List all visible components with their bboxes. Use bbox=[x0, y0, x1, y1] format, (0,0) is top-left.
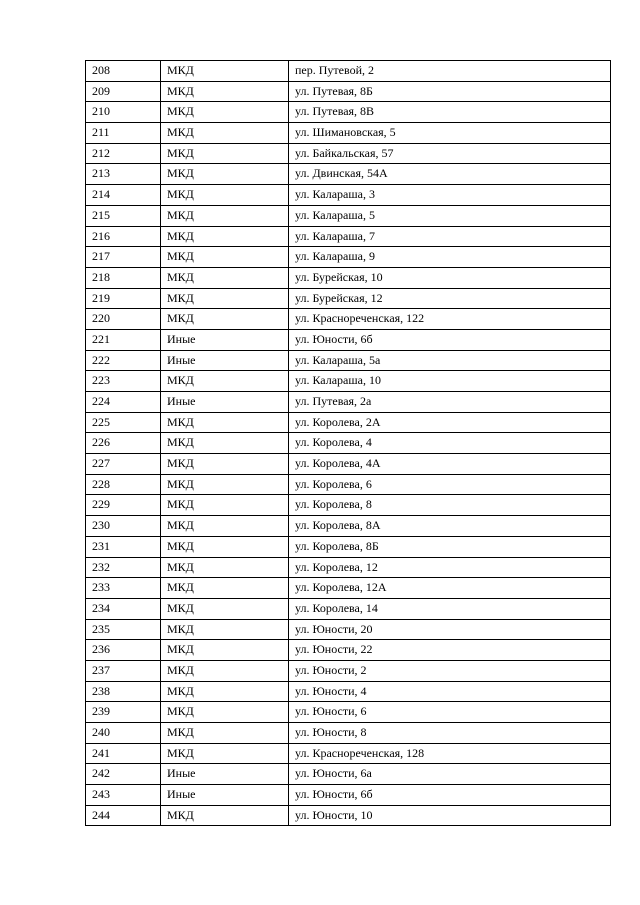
row-number-cell: 220 bbox=[86, 309, 161, 330]
object-type-cell: МКД bbox=[161, 495, 289, 516]
address-cell: ул. Королева, 4А bbox=[289, 454, 611, 475]
object-type-cell: МКД bbox=[161, 371, 289, 392]
object-type-cell: МКД bbox=[161, 660, 289, 681]
row-number-cell: 241 bbox=[86, 743, 161, 764]
object-type-cell: МКД bbox=[161, 702, 289, 723]
address-cell: ул. Калараша, 5а bbox=[289, 350, 611, 371]
table-row bbox=[86, 81, 611, 102]
row-number-cell: 244 bbox=[86, 805, 161, 826]
address-cell: ул. Королева, 14 bbox=[289, 598, 611, 619]
row-number-cell: 209 bbox=[86, 81, 161, 102]
address-cell: ул. Калараша, 10 bbox=[289, 371, 611, 392]
row-number-cell: 218 bbox=[86, 267, 161, 288]
object-type-cell: МКД bbox=[161, 516, 289, 537]
address-cell: ул. Калараша, 5 bbox=[289, 205, 611, 226]
row-number-cell: 234 bbox=[86, 598, 161, 619]
table-row bbox=[86, 412, 611, 433]
table-row bbox=[86, 516, 611, 537]
object-type-cell: МКД bbox=[161, 598, 289, 619]
object-type-cell: МКД bbox=[161, 81, 289, 102]
address-cell: ул. Юности, 22 bbox=[289, 640, 611, 661]
object-type-cell: МКД bbox=[161, 743, 289, 764]
row-number-cell: 233 bbox=[86, 578, 161, 599]
row-number-cell: 222 bbox=[86, 350, 161, 371]
object-type-cell: МКД bbox=[161, 102, 289, 123]
table-row bbox=[86, 578, 611, 599]
row-number-cell: 230 bbox=[86, 516, 161, 537]
address-cell: ул. Юности, 8 bbox=[289, 723, 611, 744]
object-type-cell: МКД bbox=[161, 474, 289, 495]
address-cell: ул. Шимановская, 5 bbox=[289, 123, 611, 144]
table-row bbox=[86, 185, 611, 206]
table-row bbox=[86, 557, 611, 578]
table-row bbox=[86, 123, 611, 144]
address-cell: ул. Королева, 8А bbox=[289, 516, 611, 537]
row-number-cell: 228 bbox=[86, 474, 161, 495]
object-type-cell: МКД bbox=[161, 123, 289, 144]
address-cell: ул. Королева, 8 bbox=[289, 495, 611, 516]
row-number-cell: 221 bbox=[86, 329, 161, 350]
address-cell: ул. Двинская, 54А bbox=[289, 164, 611, 185]
address-cell: ул. Королева, 2А bbox=[289, 412, 611, 433]
table-row bbox=[86, 536, 611, 557]
address-cell: ул. Юности, 6а bbox=[289, 764, 611, 785]
row-number-cell: 225 bbox=[86, 412, 161, 433]
object-type-cell: МКД bbox=[161, 619, 289, 640]
object-type-cell: МКД bbox=[161, 805, 289, 826]
object-type-cell: МКД bbox=[161, 288, 289, 309]
address-cell: ул. Бурейская, 10 bbox=[289, 267, 611, 288]
row-number-cell: 214 bbox=[86, 185, 161, 206]
address-cell: ул. Путевая, 8Б bbox=[289, 81, 611, 102]
address-cell: ул. Королева, 4 bbox=[289, 433, 611, 454]
address-registry-table bbox=[85, 60, 611, 826]
table-row bbox=[86, 143, 611, 164]
address-cell: ул. Путевая, 8В bbox=[289, 102, 611, 123]
row-number-cell: 217 bbox=[86, 247, 161, 268]
address-cell: ул. Бурейская, 12 bbox=[289, 288, 611, 309]
table-row bbox=[86, 598, 611, 619]
address-cell: ул. Байкальская, 57 bbox=[289, 143, 611, 164]
object-type-cell: МКД bbox=[161, 557, 289, 578]
table-row bbox=[86, 329, 611, 350]
address-cell: ул. Краснореченская, 128 bbox=[289, 743, 611, 764]
table-row bbox=[86, 350, 611, 371]
table-row bbox=[86, 723, 611, 744]
table-row bbox=[86, 247, 611, 268]
row-number-cell: 212 bbox=[86, 143, 161, 164]
row-number-cell: 215 bbox=[86, 205, 161, 226]
row-number-cell: 210 bbox=[86, 102, 161, 123]
address-cell: ул. Королева, 12 bbox=[289, 557, 611, 578]
address-cell: пер. Путевой, 2 bbox=[289, 61, 611, 82]
address-cell: ул. Юности, 4 bbox=[289, 681, 611, 702]
row-number-cell: 224 bbox=[86, 392, 161, 413]
object-type-cell: МКД bbox=[161, 578, 289, 599]
row-number-cell: 242 bbox=[86, 764, 161, 785]
table-row bbox=[86, 640, 611, 661]
row-number-cell: 235 bbox=[86, 619, 161, 640]
object-type-cell: МКД bbox=[161, 536, 289, 557]
table-row bbox=[86, 660, 611, 681]
row-number-cell: 237 bbox=[86, 660, 161, 681]
table-row bbox=[86, 164, 611, 185]
row-number-cell: 226 bbox=[86, 433, 161, 454]
table-row bbox=[86, 309, 611, 330]
registry-table-body bbox=[86, 61, 611, 826]
address-cell: ул. Путевая, 2а bbox=[289, 392, 611, 413]
table-row bbox=[86, 205, 611, 226]
object-type-cell: МКД bbox=[161, 185, 289, 206]
object-type-cell: Иные bbox=[161, 392, 289, 413]
row-number-cell: 223 bbox=[86, 371, 161, 392]
object-type-cell: МКД bbox=[161, 433, 289, 454]
object-type-cell: Иные bbox=[161, 785, 289, 806]
address-cell: ул. Юности, 10 bbox=[289, 805, 611, 826]
table-row bbox=[86, 702, 611, 723]
address-cell: ул. Королева, 12А bbox=[289, 578, 611, 599]
row-number-cell: 229 bbox=[86, 495, 161, 516]
table-row bbox=[86, 495, 611, 516]
address-cell: ул. Юности, 6б bbox=[289, 785, 611, 806]
table-row bbox=[86, 474, 611, 495]
object-type-cell: Иные bbox=[161, 329, 289, 350]
object-type-cell: МКД bbox=[161, 681, 289, 702]
table-row bbox=[86, 785, 611, 806]
table-row bbox=[86, 288, 611, 309]
object-type-cell: МКД bbox=[161, 143, 289, 164]
object-type-cell: Иные bbox=[161, 350, 289, 371]
address-cell: ул. Юности, 20 bbox=[289, 619, 611, 640]
table-row bbox=[86, 392, 611, 413]
object-type-cell: МКД bbox=[161, 205, 289, 226]
row-number-cell: 239 bbox=[86, 702, 161, 723]
object-type-cell: МКД bbox=[161, 247, 289, 268]
address-cell: ул. Юности, 6 bbox=[289, 702, 611, 723]
table-row bbox=[86, 743, 611, 764]
row-number-cell: 236 bbox=[86, 640, 161, 661]
table-row bbox=[86, 681, 611, 702]
address-cell: ул. Калараша, 3 bbox=[289, 185, 611, 206]
object-type-cell: МКД bbox=[161, 454, 289, 475]
object-type-cell: МКД bbox=[161, 723, 289, 744]
table-row bbox=[86, 102, 611, 123]
object-type-cell: МКД bbox=[161, 309, 289, 330]
row-number-cell: 231 bbox=[86, 536, 161, 557]
table-row bbox=[86, 226, 611, 247]
row-number-cell: 227 bbox=[86, 454, 161, 475]
address-cell: ул. Юности, 2 bbox=[289, 660, 611, 681]
table-row bbox=[86, 371, 611, 392]
table-row bbox=[86, 61, 611, 82]
row-number-cell: 238 bbox=[86, 681, 161, 702]
row-number-cell: 219 bbox=[86, 288, 161, 309]
object-type-cell: МКД bbox=[161, 267, 289, 288]
row-number-cell: 213 bbox=[86, 164, 161, 185]
address-cell: ул. Королева, 8Б bbox=[289, 536, 611, 557]
row-number-cell: 216 bbox=[86, 226, 161, 247]
address-cell: ул. Юности, 6б bbox=[289, 329, 611, 350]
object-type-cell: МКД bbox=[161, 412, 289, 433]
table-row bbox=[86, 805, 611, 826]
row-number-cell: 211 bbox=[86, 123, 161, 144]
table-row bbox=[86, 267, 611, 288]
row-number-cell: 240 bbox=[86, 723, 161, 744]
table-row bbox=[86, 454, 611, 475]
object-type-cell: МКД bbox=[161, 164, 289, 185]
row-number-cell: 243 bbox=[86, 785, 161, 806]
object-type-cell: МКД bbox=[161, 640, 289, 661]
address-cell: ул. Королева, 6 bbox=[289, 474, 611, 495]
address-cell: ул. Краснореченская, 122 bbox=[289, 309, 611, 330]
table-row bbox=[86, 764, 611, 785]
row-number-cell: 232 bbox=[86, 557, 161, 578]
table-row bbox=[86, 433, 611, 454]
row-number-cell: 208 bbox=[86, 61, 161, 82]
object-type-cell: МКД bbox=[161, 226, 289, 247]
address-cell: ул. Калараша, 9 bbox=[289, 247, 611, 268]
table-row bbox=[86, 619, 611, 640]
object-type-cell: Иные bbox=[161, 764, 289, 785]
address-cell: ул. Калараша, 7 bbox=[289, 226, 611, 247]
object-type-cell: МКД bbox=[161, 61, 289, 82]
